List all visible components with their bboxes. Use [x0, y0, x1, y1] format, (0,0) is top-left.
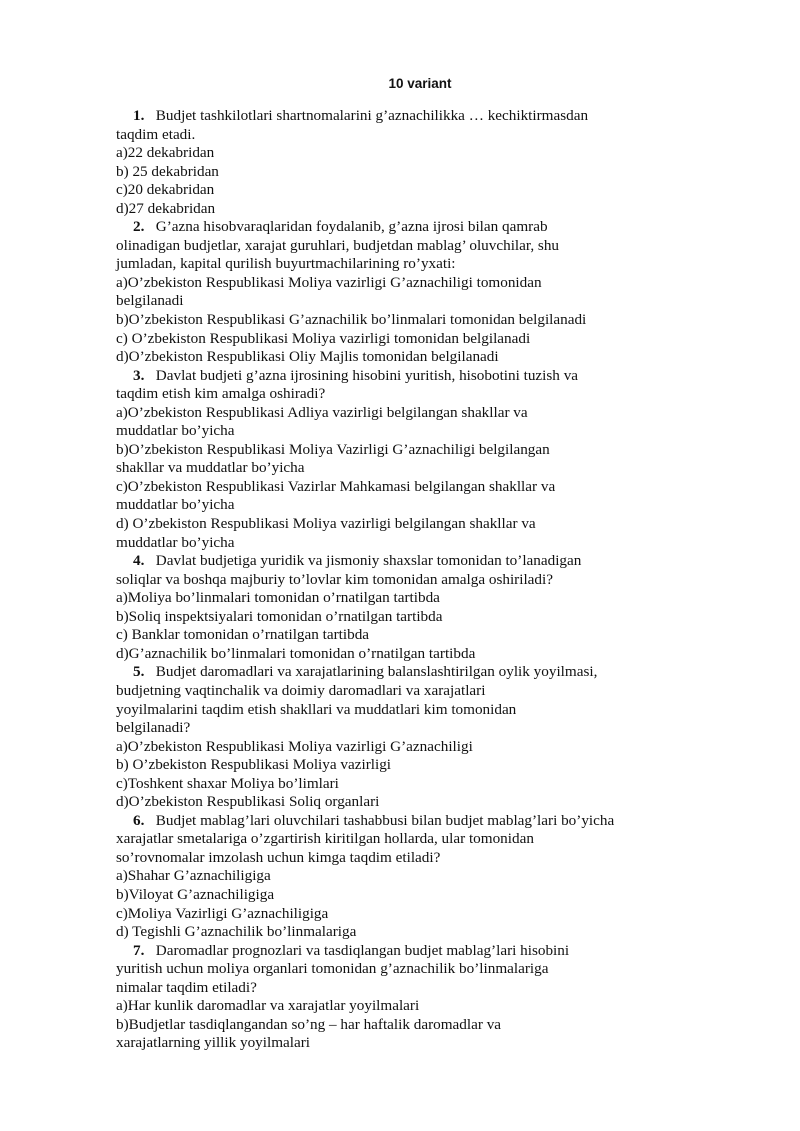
answer-option: a)Har kunlik daromadlar va xarajatlar yoyilmalari: [116, 997, 420, 1015]
answer-option: d)O’zbekiston Respublikasi Oliy Majlis tomonidan belgilanadi: [116, 348, 499, 366]
question-text-line: [116, 812, 676, 831]
answer-option: c)20 dekabridan: [116, 181, 215, 199]
question-block: [116, 663, 676, 811]
answer-option: c) Banklar tomonidan o’rnatilgan tartibda: [116, 626, 370, 644]
answer-option: b) O’zbekiston Respublikasi Moliya vazirligi: [116, 756, 392, 774]
answer-option: b)Soliq inspektsiyalari tomonidan o’rnatilgan tartibda: [116, 607, 443, 625]
question-text-line: [116, 942, 676, 961]
answer-option: c)Toshkent shaxar Moliya bo’limlari: [116, 774, 339, 792]
question-text-line: so’rovnomalar imzolash uchun kimga taqdim etiladi?: [116, 848, 441, 866]
answer-option: b) 25 dekabridan: [116, 162, 219, 180]
question-text: Budjet daromadlari va xarajatlarining balanslashtirilgan oylik yoyilmasi,: [155, 663, 598, 681]
answer-option: b)O’zbekiston Respublikasi G’aznachilik bo’linmalari tomonidan belgilanadi: [116, 311, 587, 329]
question-block: [116, 107, 676, 218]
question-text: G’azna hisobvaraqlaridan foydalanib, g’azna ijrosi bilan qamrab: [155, 218, 548, 236]
answer-option: a)22 dekabridan: [116, 144, 215, 162]
question-text: Budjet mablag’lari oluvchilari tashabbusi bilan budjet mablag’lari bo’yicha: [155, 811, 615, 829]
question-number: 1.: [133, 107, 145, 124]
question-text-line: jumladan, kapital qurilish buyurtmachilarining ro’yxati:: [116, 255, 456, 273]
question-number: 2.: [133, 218, 145, 236]
answer-option: belgilanadi: [116, 292, 184, 310]
question-text: Davlat budjetiga yuridik va jismoniy shaxslar tomonidan to’lanadigan: [155, 552, 582, 570]
answer-option: a)Moliya bo’linmalari tomonidan o’rnatilgan tartibda: [116, 589, 440, 607]
answer-option: a)O’zbekiston Respublikasi Adliya vazirligi belgilangan shakllar va: [116, 403, 528, 421]
question-text-line: soliqlar va boshqa majburiy to’lovlar kim tomonidan amalga oshiriladi?: [116, 570, 553, 588]
answer-option: a)O’zbekiston Respublikasi Moliya vazirligi G’aznachiligi tomonidan: [116, 273, 542, 291]
answer-option: muddatlar bo’yicha: [116, 533, 235, 551]
answer-option: c) O’zbekiston Respublikasi Moliya vazirligi tomonidan belgilanadi: [116, 329, 531, 347]
answer-option: xarajatlarning yillik yoyilmalari: [116, 1034, 311, 1052]
answer-option: d)O’zbekiston Respublikasi Soliq organlari: [116, 793, 380, 811]
question-text-line: xarajatlar smetalariga o’zgartirish kiritilgan hollarda, ular tomonidan: [116, 830, 534, 848]
answer-option: c)Moliya Vazirligi G’aznachiligiga: [116, 904, 329, 922]
question-text-line: belgilanadi?: [116, 719, 191, 737]
question-text-line: [116, 218, 676, 237]
question-block: [116, 812, 676, 942]
question-list: [116, 107, 676, 1053]
answer-option: b)Budjetlar tasdiqlangandan so’ng – har haftalik daromadlar va: [116, 1015, 502, 1033]
question-block: [116, 552, 676, 663]
question-text: Budjet tashkilotlari shartnomalarini g’aznachilikka … kechiktirmasdan: [155, 107, 589, 124]
question-text-line: budjetning vaqtinchalik va doimiy daromadlari va xarajatlari: [116, 681, 486, 699]
answer-option: b)Viloyat G’aznachiligiga: [116, 885, 275, 903]
question-number: 5.: [133, 663, 145, 681]
question-text: Davlat budjeti g’azna ijrosining hisobini yuritish, hisobotini tuzish va: [155, 366, 579, 384]
answer-option: d)G’aznachilik bo’linmalari tomonidan o’rnatilgan tartibda: [116, 644, 476, 662]
question-number: 3.: [133, 366, 145, 384]
question-block: [116, 367, 676, 552]
page-title: 10 variant: [388, 76, 452, 91]
answer-option: c)O’zbekiston Respublikasi Vazirlar Mahkamasi belgilangan shakllar va: [116, 477, 556, 495]
question-text-line: [116, 552, 676, 571]
question-text-line: taqdim etadi.: [116, 125, 196, 143]
question-number: 6.: [133, 811, 145, 829]
answer-option: d)27 dekabridan: [116, 199, 216, 217]
question-text-line: [116, 663, 676, 682]
answer-option: d) Tegishli G’aznachilik bo’linmalariga: [116, 923, 357, 941]
question-text-line: taqdim etish kim amalga oshiradi?: [116, 385, 326, 403]
question-text-line: yoyilmalarini taqdim etish shakllari va muddatlari kim tomonidan: [116, 700, 517, 718]
question-text-line: yuritish uchun moliya organlari tomonidan g’aznachilik bo’linmalariga: [116, 960, 549, 978]
answer-option: a)Shahar G’aznachiligiga: [116, 867, 271, 885]
answer-option: a)O’zbekiston Respublikasi Moliya vazirligi G’aznachiligi: [116, 737, 473, 755]
answer-option: shakllar va muddatlar bo’yicha: [116, 459, 305, 477]
answer-option: b)O’zbekiston Respublikasi Moliya Vazirligi G’aznachiligi belgilangan: [116, 440, 550, 458]
question-text-line: [116, 367, 676, 386]
question-text-line: [116, 107, 676, 126]
question-text-line: olinadigan budjetlar, xarajat guruhlari, budjetdan mablag’ oluvchilar, shu: [116, 236, 560, 254]
question-block: [116, 218, 676, 366]
question-number: 4.: [133, 552, 145, 570]
question-number: 7.: [133, 941, 145, 959]
answer-option: muddatlar bo’yicha: [116, 422, 235, 440]
answer-option: d) O’zbekiston Respublikasi Moliya vazirligi belgilangan shakllar va: [116, 515, 536, 533]
question-block: [116, 942, 676, 1053]
answer-option: muddatlar bo’yicha: [116, 496, 235, 514]
question-text: Daromadlar prognozlari va tasdiqlangan budjet mablag’lari hisobini: [155, 941, 570, 959]
question-text-line: nimalar taqdim etiladi?: [116, 978, 257, 996]
